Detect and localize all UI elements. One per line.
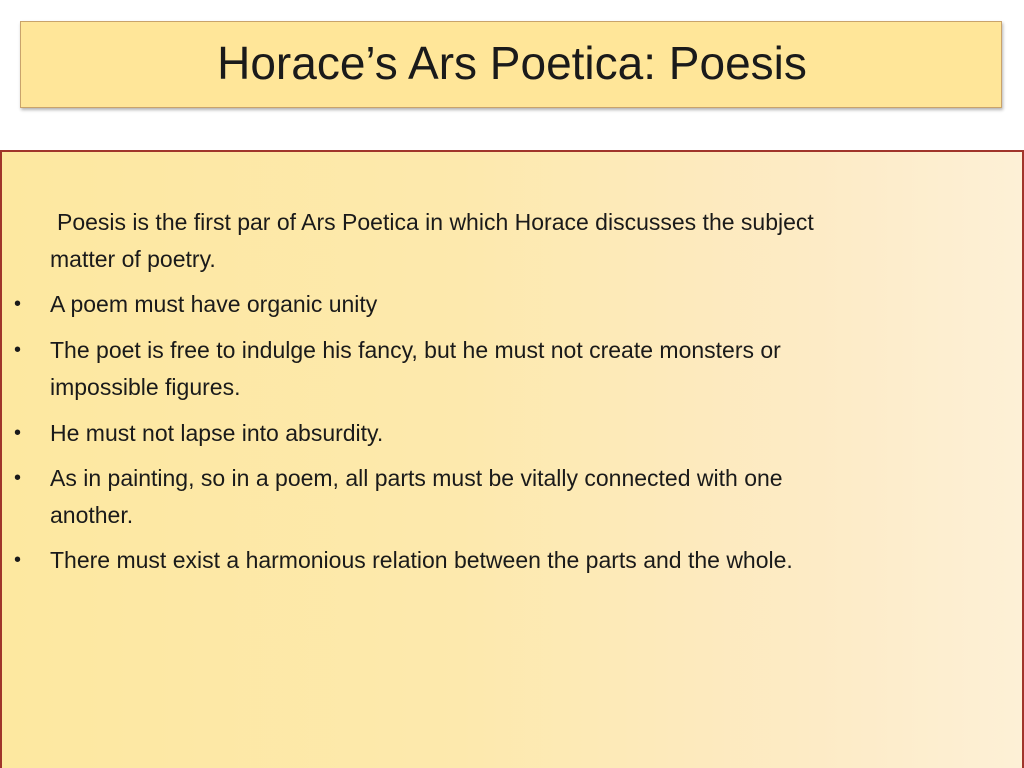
intro-line-2: matter of poetry. [50,246,216,272]
bullet-text-continued: another. [50,502,134,528]
intro-paragraph [50,204,1000,278]
bullet-dot-icon: • [14,339,22,361]
bullet-text-continued: impossible figures. [50,374,241,400]
slide-title: Horace’s Ars Poetica: Poesis [217,36,807,89]
bullet-item-5 [14,542,1000,579]
content-box [0,150,1024,768]
title-box [20,21,1002,108]
intro-line-1: Poesis is the first par of Ars Poetica in which Horace discusses the subject [57,209,814,235]
bullet-dot-icon: • [14,422,22,444]
bullet-text: There must exist a harmonious relation between the parts and the whole. [50,547,793,573]
bullet-item-1 [14,286,1000,323]
bullet-text: He must not lapse into absurdity. [50,420,384,446]
bullet-item-4 [14,460,1000,534]
bullet-dot-icon: • [14,467,22,489]
bullet-text: The poet is free to indulge his fancy, but he must not create monsters or [50,337,781,363]
bullet-text: As in painting, so in a poem, all parts must be vitally connected with one [50,465,783,491]
bullet-item-2 [14,332,1000,406]
bullet-item-3 [14,415,1000,452]
bullet-dot-icon: • [14,549,22,571]
bullet-dot-icon: • [14,293,22,315]
bullet-text: A poem must have organic unity [50,291,378,317]
